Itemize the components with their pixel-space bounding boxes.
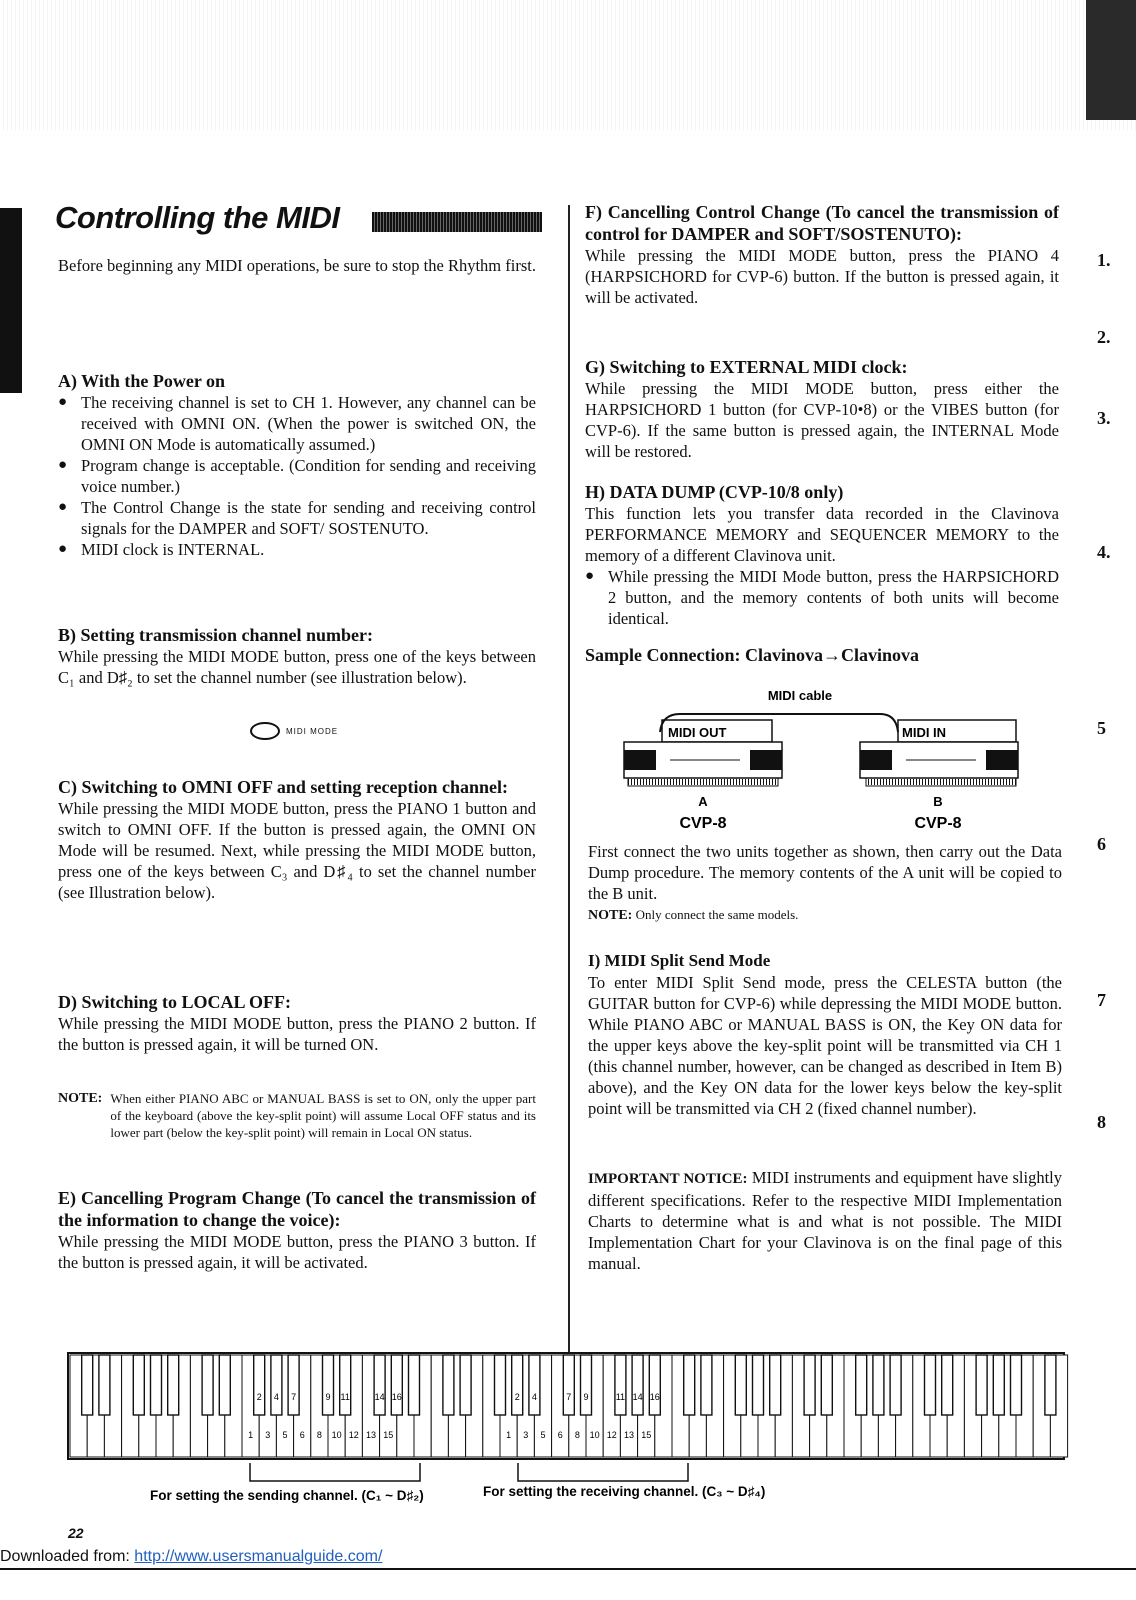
section-e [58,1187,536,1273]
important-notice-body: MIDI instruments and equipment have slightly different specifications. Refer to the respective MIDI Implementation Charts to determine what is and what is not possible. The MIDI Implementation Chart for your Clavinova is on the final page of this manual. [588,1168,1062,1273]
sample-heading-block [585,644,1059,666]
section-h-heading: H) DATA DUMP (CVP-10/8 only) [585,482,844,502]
key-number: 3 [265,1430,271,1440]
midi-mode-button-illustration [250,722,338,740]
edge-number: 7 [1097,990,1106,1010]
sample-note-text: Only connect the same models. [635,907,799,922]
section-f-text: While pressing the MIDI MODE button, press the PIANO 4 (HARPSICHORD for CVP-6) button. If the button is pressed again, it will be activated. [585,246,1059,307]
receive-range-label: For setting the receiving channel. (C₃ ~ D♯₄) [483,1484,766,1499]
receive-range-bracket [518,1463,688,1481]
black-key [151,1355,162,1415]
unit-a-letter: A [698,794,708,809]
black-key [1011,1355,1022,1415]
black-key [340,1355,351,1415]
section-a-heading: A) With the Power on [58,371,226,391]
key-number: 1 [506,1430,512,1440]
black-key [925,1355,936,1415]
page-title: Controlling the MIDI [55,200,340,235]
key-number: 8 [574,1430,580,1440]
section-i [588,950,1062,1119]
key-number: 2 [514,1392,520,1402]
black-key [1045,1355,1056,1415]
black-key [581,1355,592,1415]
column-divider [568,205,570,1353]
sample-description [588,841,1062,924]
black-key [323,1355,334,1415]
black-key [821,1355,832,1415]
section-e-heading: E) Cancelling Program Change (To cancel the transmission of the information to change the voice): [58,1188,536,1230]
key-number: 7 [291,1392,297,1402]
sample-note-label: NOTE: [588,908,633,923]
intro-text: Before beginning any MIDI operations, be sure to stop the Rhythm first. [58,256,536,275]
midi-mode-label: MIDI MODE [286,726,339,736]
section-c-heading: C) Switching to OMNI OFF and setting reception channel: [58,777,508,797]
edge-number: 1. [1097,250,1111,270]
black-key [271,1355,282,1415]
scan-noise [0,0,1136,130]
black-key [632,1355,643,1415]
section-f [585,201,1059,308]
list-item: ● The receiving channel is set to CH 1. However, any channel can be received with OMNI ON. (When the power is switched ON, the OMNI ON Mode is automatically assumed.) [58,392,536,455]
midi-out-label: MIDI OUT [668,725,727,740]
key-number: 5 [540,1430,546,1440]
unit-a-model: CVP-8 [679,815,727,832]
section-a-list [58,392,536,560]
key-number: 14 [632,1392,643,1402]
section-i-heading: I) MIDI Split Send Mode [588,951,771,970]
black-key [288,1355,299,1415]
section-h-list [585,566,1059,629]
key-number: 12 [348,1430,359,1440]
black-key [770,1355,781,1415]
section-g-text: While pressing the MIDI MODE button, press either the HARPSICHORD 1 button (for CVP-10•8) or the VIBES button (for CVP-6). If the same button is pressed again, the INTERNAL Mode will be restored. [585,379,1059,461]
edge-number: 4. [1097,542,1111,562]
sample-connection-heading: Sample Connection: Clavinova→Clavinova [585,645,920,665]
list-item: ● The Control Change is the state for sending and receiving control signals for the DAMPER and SOFT/ SOSTENUTO. [58,497,536,539]
black-key [942,1355,953,1415]
section-i-text: To enter MIDI Split Send mode, press the CELESTA button (the GUITAR button for CVP-6) while depressing the MIDI MODE button. While PIANO ABC or MANUAL BASS is ON, the Key ON data for the upper keys above the key-split point will be transmitted via CH 1 (this channel number, however, can be changed as described in Item B) above), and the Key ON data for the lower keys below the key-split point will be transmitted via CH 2 (fixed channel number). [588,973,1062,1118]
download-footer [0,1548,382,1566]
black-key [993,1355,1004,1415]
connection-diagram [580,680,1060,840]
key-number: 11 [340,1392,350,1402]
key-number: 10 [331,1430,342,1440]
section-h [585,481,1059,629]
key-number: 8 [316,1430,322,1440]
page-number: 22 [68,1525,84,1541]
black-key [495,1355,506,1415]
section-c-text: While pressing the MIDI MODE button, press the PIANO 1 button and switch to OMNI OFF. If the button is pressed again, the OMNI ON Mode will be resumed. Next, while pressing the MIDI MODE button, press one of the keys between C₃ and D♯₄ to set the channel number (see Illustration below). [58,799,536,902]
key-number: 12 [606,1430,617,1440]
page-corner-tab [1086,0,1136,120]
footer-prefix: Downloaded from: [0,1548,135,1565]
black-key [856,1355,867,1415]
black-key [443,1355,454,1415]
key-number: 16 [391,1392,402,1402]
key-number: 9 [325,1392,331,1402]
important-notice [588,1167,1062,1274]
section-e-text: While pressing the MIDI MODE button, press the PIANO 3 button. If the button is pressed again, it will be activated. [58,1232,536,1272]
black-key [460,1355,471,1415]
section-d-text: While pressing the MIDI MODE button, press the PIANO 2 button. If the button is pressed again, it will be turned ON. [58,1014,536,1054]
sample-note [588,906,1062,924]
key-number: 9 [583,1392,589,1402]
key-number: 13 [623,1430,635,1440]
left-margin-bar [0,208,22,393]
key-number: 10 [589,1430,600,1440]
midi-cable-label: MIDI cable [767,688,833,703]
unit-b-model: CVP-8 [914,815,962,832]
title-decoration-bar [372,212,542,232]
footer-link[interactable]: http://www.usersmanualguide.com/ [134,1548,383,1565]
send-range-label: For setting the sending channel. (C₁ ~ D♯₂) [150,1488,424,1503]
intro-block [58,255,536,276]
section-b-text: While pressing the MIDI MODE button, press one of the keys between C₁ and D♯₂ to set the channel number (see illustration below). [58,647,536,687]
note-label: NOTE: [58,1091,103,1106]
key-number: 6 [299,1430,305,1440]
key-number: 11 [615,1392,626,1402]
black-key [804,1355,815,1415]
key-number: 16 [649,1392,660,1402]
black-key [254,1355,265,1415]
unit-b-letter: B [933,794,943,809]
black-key [512,1355,523,1415]
key-number: 7 [566,1392,572,1402]
black-key [649,1355,660,1415]
key-number: 6 [557,1430,563,1440]
edge-number: 2. [1097,327,1111,347]
section-d-note [58,1090,536,1141]
key-number: 3 [523,1430,529,1440]
black-key [529,1355,540,1415]
key-number: 13 [365,1430,377,1440]
list-item: ● MIDI clock is INTERNAL. [58,539,536,560]
black-key [409,1355,420,1415]
black-key [374,1355,385,1415]
key-number: 1 [248,1430,254,1440]
key-number: 5 [282,1430,288,1440]
key-number: 2 [256,1392,262,1402]
black-key [202,1355,213,1415]
black-key [684,1355,695,1415]
black-key [701,1355,712,1415]
midi-mode-oval-icon [250,722,280,740]
key-number: 14 [374,1392,385,1402]
section-g [585,356,1059,462]
black-key [735,1355,746,1415]
black-key [615,1355,626,1415]
black-key [873,1355,884,1415]
list-item: ● While pressing the MIDI Mode button, press the HARPSICHORD 2 button, and the memory contents of both units will become identical. [585,566,1059,629]
midi-in-label: MIDI IN [902,725,947,740]
note-text: When either PIANO ABC or MANUAL BASS is set to ON, only the upper part of the keyboard (above the key-split point) will assume Local OFF status and its lower part (below the key-split point) will remain in Local ON status. [110,1091,536,1140]
footer-rule [0,1568,1136,1570]
black-key [133,1355,144,1415]
black-key [753,1355,764,1415]
section-d [58,991,536,1055]
edge-number: 8 [1097,1112,1106,1132]
black-key [168,1355,179,1415]
key-number: 15 [383,1430,394,1440]
edge-number: 5 [1097,718,1106,738]
black-key [391,1355,402,1415]
section-c [58,776,536,903]
black-key [976,1355,987,1415]
black-key [563,1355,574,1415]
section-a [58,370,536,560]
section-b [58,624,536,688]
edge-number: 3. [1097,408,1111,428]
sample-text: First connect the two units together as shown, then carry out the Data Dump procedure. The memory contents of the A unit will be copied to the B unit. [588,842,1062,903]
black-key [890,1355,901,1415]
section-g-heading: G) Switching to EXTERNAL MIDI clock: [585,357,908,377]
important-notice-label: IMPORTANT NOTICE: [588,1171,748,1187]
section-f-heading: F) Cancelling Control Change (To cancel the transmission of control for DAMPER and SOFT/SOSTENUTO): [585,202,1059,244]
send-range-bracket [250,1463,420,1481]
edge-number: 6 [1097,834,1106,854]
section-b-heading: B) Setting transmission channel number: [58,625,374,645]
black-key [99,1355,110,1415]
important-notice-text [588,1167,1062,1274]
keyboard-illustration [62,1345,1072,1515]
key-number: 4 [531,1392,537,1402]
section-d-heading: D) Switching to LOCAL OFF: [58,992,292,1012]
list-item: ● Program change is acceptable. (Condition for sending and receiving voice number.) [58,455,536,497]
black-key [219,1355,230,1415]
section-h-text: This function lets you transfer data recorded in the Clavinova PERFORMANCE MEMORY and SEQUENCER MEMORY to the memory of a different Clavinova unit. [585,504,1059,565]
key-number: 4 [273,1392,279,1402]
key-number: 15 [641,1430,652,1440]
black-key [82,1355,93,1415]
